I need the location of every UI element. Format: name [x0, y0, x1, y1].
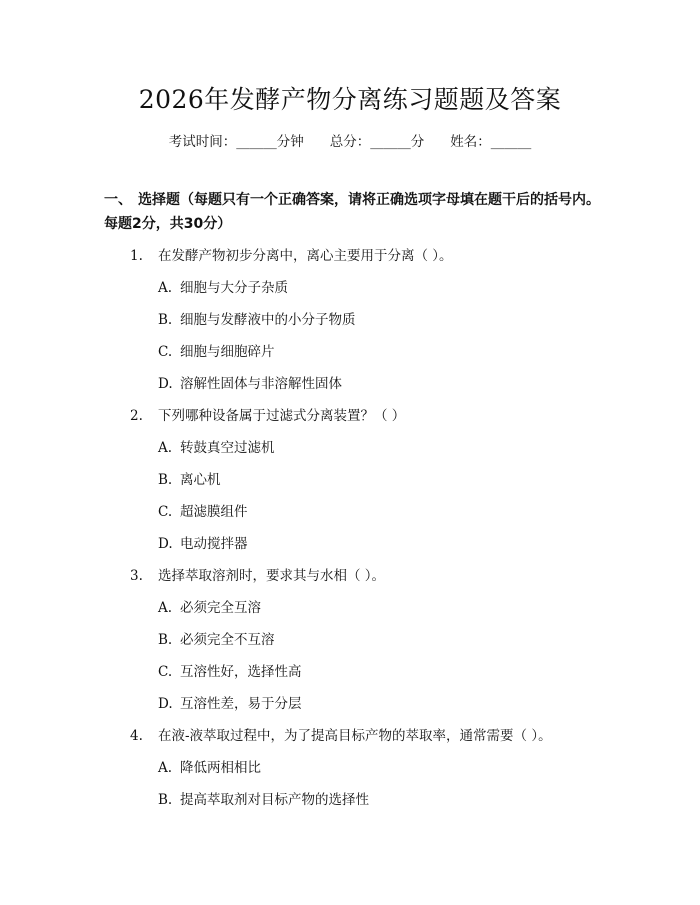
option-text: 离心机 [180, 472, 221, 488]
option-letter: C. [158, 504, 173, 520]
option [0, 528, 700, 560]
option-letter: C. [158, 344, 173, 360]
question [0, 400, 700, 432]
option [0, 688, 700, 720]
section-instructions: 选择题（每题只有一个正确答案，请将正确选项字母填在题干后的括号内。每题2分，共30分） [104, 192, 600, 232]
option-letter: D. [158, 536, 173, 552]
question-text: 在发酵产物初步分离中，离心主要用于分离（ ）。 [158, 248, 453, 264]
question [0, 720, 700, 752]
option-text: 必须完全互溶 [180, 600, 261, 616]
option-text: 溶解性固体与非溶解性固体 [180, 376, 342, 392]
option-letter: B. [158, 472, 173, 488]
question-text: 在液-液萃取过程中，为了提高目标产物的萃取率，通常需要（ ）。 [158, 728, 552, 744]
option [0, 496, 700, 528]
option [0, 272, 700, 304]
total-score-label: 总分：______分 [329, 134, 425, 150]
option-letter: D. [158, 696, 173, 712]
option-letter: B. [158, 792, 173, 808]
option-text: 互溶性差，易于分层 [180, 696, 302, 712]
option-text: 降低两相相比 [180, 760, 261, 776]
page-title: 2026年发酵产物分离练习题题及答案 [138, 85, 562, 114]
option-text: 细胞与发酵液中的小分子物质 [180, 312, 356, 328]
option [0, 336, 700, 368]
option-letter: B. [158, 312, 173, 328]
option [0, 464, 700, 496]
option [0, 304, 700, 336]
question-number: 2. [130, 408, 143, 424]
option-letter: A. [158, 440, 173, 456]
option-letter: C. [158, 664, 173, 680]
option-text: 转鼓真空过滤机 [180, 440, 275, 456]
option [0, 752, 700, 784]
option [0, 592, 700, 624]
question [0, 240, 700, 272]
option-letter: A. [158, 280, 173, 296]
option-letter: A. [158, 760, 173, 776]
option-letter: D. [158, 376, 173, 392]
name-label: 姓名：______ [450, 134, 532, 150]
exam-meta [0, 130, 700, 150]
option-letter: B. [158, 632, 173, 648]
option-text: 细胞与细胞碎片 [180, 344, 275, 360]
question-text: 选择萃取溶剂时，要求其与水相（ ）。 [158, 568, 386, 584]
question [0, 560, 700, 592]
option [0, 656, 700, 688]
section-number: 一、 [104, 192, 132, 208]
option-text: 必须完全不互溶 [180, 632, 275, 648]
question-text: 下列哪种设备属于过滤式分离装置？（ ） [158, 408, 406, 424]
option [0, 784, 700, 816]
option-letter: A. [158, 600, 173, 616]
question-number: 3. [130, 568, 143, 584]
option-text: 超滤膜组件 [180, 504, 248, 520]
option-text: 电动搅拌器 [180, 536, 248, 552]
question-number: 1. [130, 248, 143, 264]
option [0, 432, 700, 464]
question-list [0, 240, 700, 816]
option-text: 细胞与大分子杂质 [180, 280, 288, 296]
option-text: 提高萃取剂对目标产物的选择性 [180, 792, 369, 808]
option [0, 624, 700, 656]
section-heading [104, 188, 604, 236]
option [0, 368, 700, 400]
option-text: 互溶性好，选择性高 [180, 664, 302, 680]
question-number: 4. [130, 728, 143, 744]
exam-time-label: 考试时间：______分钟 [168, 134, 304, 150]
